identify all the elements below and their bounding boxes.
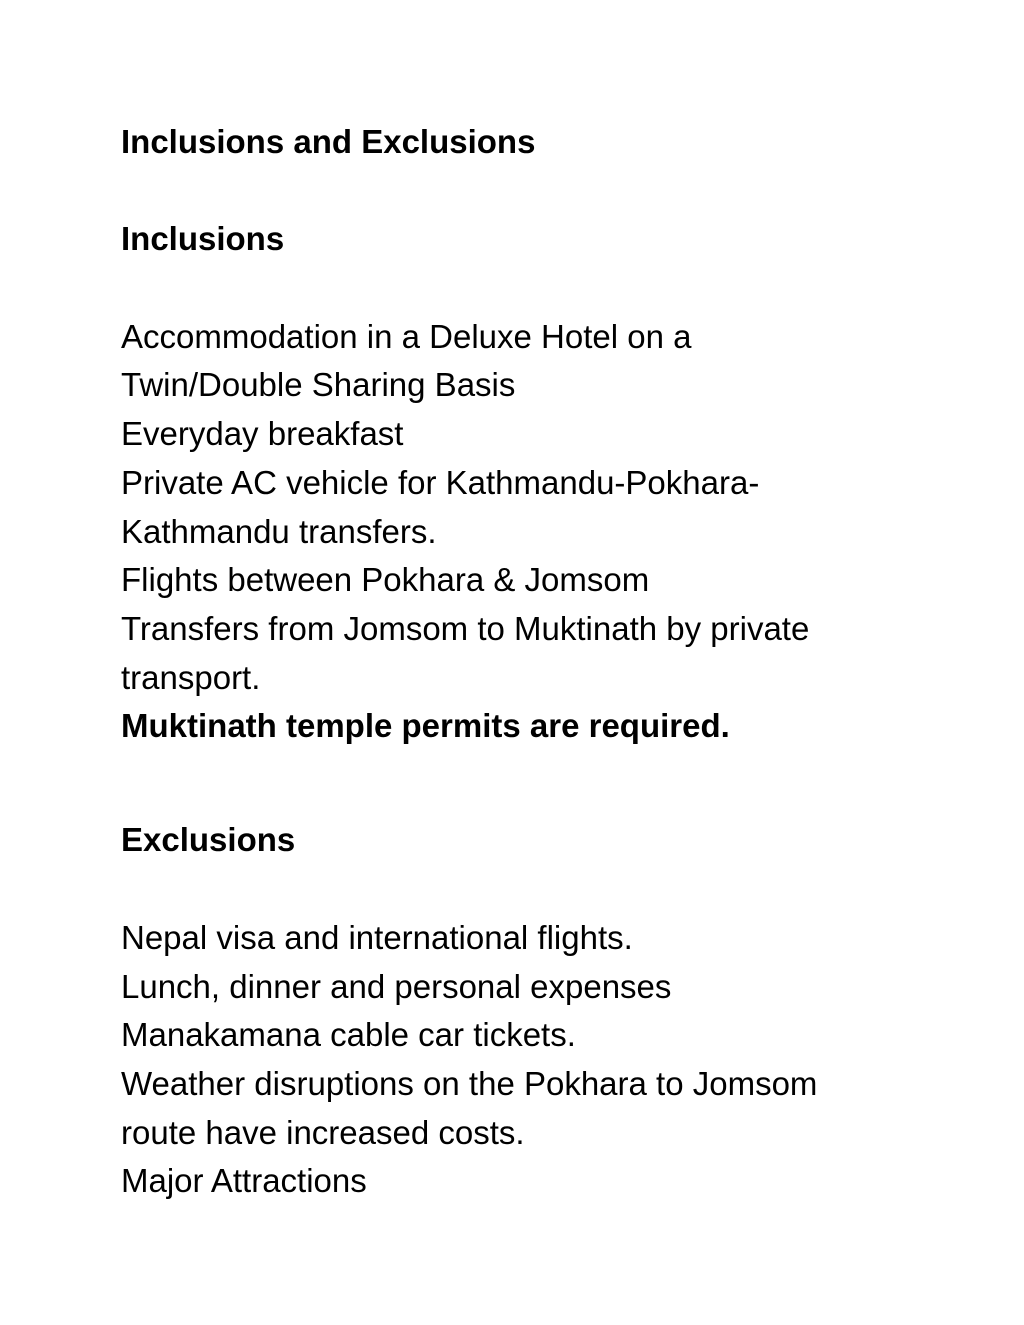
inclusion-line: Transfers from Jomsom to Muktinath by private — [121, 610, 810, 647]
document-title: Inclusions and Exclusions — [121, 123, 536, 160]
exclusion-line: Nepal visa and international flights. — [121, 919, 633, 956]
inclusion-line: Accommodation in a Deluxe Hotel on a — [121, 318, 692, 355]
inclusion-line: Everyday breakfast — [121, 415, 404, 452]
exclusions-heading: Exclusions — [121, 821, 296, 858]
inclusions-heading: Inclusions — [121, 220, 285, 257]
exclusion-line: Weather disruptions on the Pokhara to Jomsom — [121, 1065, 818, 1102]
inclusion-line: Twin/Double Sharing Basis — [121, 366, 516, 403]
exclusion-line: Lunch, dinner and personal expenses — [121, 968, 672, 1005]
exclusion-line: route have increased costs. — [121, 1114, 525, 1151]
exclusion-line: Manakamana cable car tickets. — [121, 1016, 576, 1053]
inclusion-line: Kathmandu transfers. — [121, 513, 437, 550]
inclusion-line: transport. — [121, 659, 261, 696]
permit-note: Muktinath temple permits are required. — [121, 707, 730, 744]
inclusion-line: Private AC vehicle for Kathmandu-Pokhara- — [121, 464, 760, 501]
major-attractions-line: Major Attractions — [121, 1162, 367, 1199]
inclusion-line: Flights between Pokhara & Jomsom — [121, 561, 650, 598]
